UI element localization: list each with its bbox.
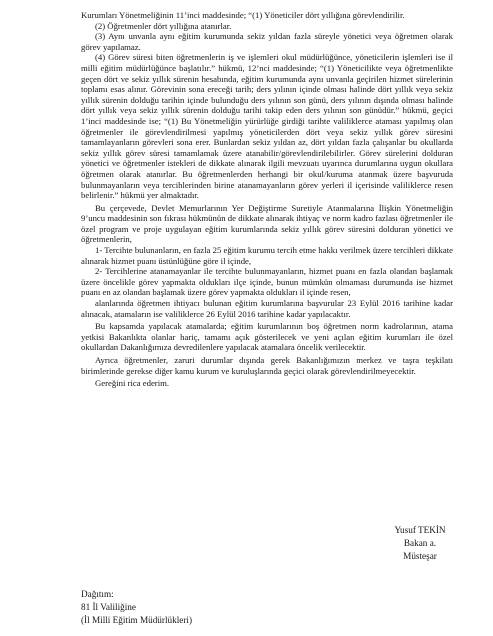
list-item-1: 1- Tercihte bulunanların, en fazla 25 eğitim kurumu tercih etme hakkı verilmek üzere tercihleri dikkate alınarak hizmet puanı üstünlüğüne göre il içinde, [81, 245, 453, 266]
signatory-title: Müsteşar [403, 551, 437, 561]
paragraph-clause-4: (4) Görev süresi biten öğretmenlerin iş ve işlemleri okul müdürlüğünce, yöneticilerin işlemleri ise il milli eğitim müdürlüğünce başlatılır.” hükmü, 12’nci maddesinde; “(1) Yöneticilikte veya öğretmenlikte geçen dört ve sekiz yıllık sürenin hesabında, eğitim kurumunda aynı unvanla geçirilen hizmet sürelerinin toplamı esas alınır. Görevinin sona ereceği tarih; ders yılının içinde olması halinde dört yıllık veya sekiz yıllık sürenin dolduğu tarihin içinde bulunduğu ders yılının son günü, ders yılının dışında olması halinde dört yıllık veya sekiz yıllık sürenin dolduğu tarihi takip eden ders yılının son günüdür.” hükmü, geçici 1’inci maddesinde ise; “(1) Bu Yönetmeliğin yürürlüğe girdiği tarihte valiliklerce ataması yapılmış olan öğretmenler ile görevlendirilmesi yapılmış yöneticilerden dört veya sekiz yıllık görev süresini tamamlayanların görevleri sona erer. Bunlardan sekiz yıldan az, dört yıldan fazla çalışanlar bu okullarda sekiz yıllık görev süresi tamamlamak üzere atanabilir/görevlendirilebilirler. Görev sürelerini dolduran yönetici ve öğretmenler istekleri de dikkate alınarak ilgili mevzuatı uyarınca durumlarına uygun okullara öğretmen olarak atanırlar. Bu öğretmenlerden herhangi bir okul/kuruma atanmak üzere başvuruda bulunmayanların veya tercihlerinden birine atanamayanların görev yerleri il içerisinde valiliklerce resen belirlenir.” hükmü yer almaktadır. [81, 52, 453, 201]
signatory-name: Yusuf TEKİN [394, 525, 446, 535]
distribution-block [81, 588, 192, 627]
paragraph-framework: Bu çerçevede, Devlet Memurlarının Yer Değiştirme Suretiyle Atanmalarına İlişkin Yönetmeliğin 9’uncu maddesinin son fıkrası hükmünün de dikkate alınarak ihtiyaç ve norm kadro fazlası öğretmenler ile özel program ve proje uygulayan eğitim kurumlarında sekiz yıllık görev süresini dolduran yönetici ve öğretmenlerin, [81, 202, 453, 245]
letter-body [81, 10, 453, 389]
paragraph-assignments: Ayrıca öğretmenler, zaruri durumlar dışında gerek Bakanlığımızın merkez ve taşra teşkilatı birimlerinde gerekse diğer kamu kurum ve kuruluşlarında geçici olarak görevlendirilmeyecektir. [81, 355, 453, 376]
distribution-recipient: 81 İl Valiliğine [81, 602, 136, 612]
paragraph-clause-3: (3) Aynı unvanla aynı eğitim kurumunda sekiz yıldan fazla süreyle yönetici veya öğretmen olarak görev yapılamaz. [81, 31, 453, 52]
signature-block [380, 524, 460, 563]
paragraph-clause-2: (2) Öğretmenler dört yıllığına atanırlar. [95, 20, 232, 31]
list-item-2: 2- Tercihlerine atanamayanlar ile tercihte bulunmayanların, hizmet puanı en fazla olandan başlamak üzere öncelikle görev yapmakta oldukları ilçe içinde, bunun mümkün olmaması durumunda ise hizmet puanı en az olandan başlamak üzere görev yapmakta oldukları il içinde resen, [81, 266, 453, 298]
paragraph-closing: Gereğini rica ederim. [95, 378, 170, 389]
paragraph-deadlines: alanlarında öğretmen ihtiyacı bulunan eğitim kurumlarına başvurular 23 Eylül 2016 tarihine kadar alınacak, atamaların ise valiliklerce 26 Eylül 2016 tarihine kadar yapılacaktır. [81, 298, 453, 319]
distribution-recipient-detail: (İl Milli Eğitim Müdürlükleri) [81, 615, 193, 625]
paragraph-regulation-article-11: Kurumları Yönetmeliğinin 11’inci maddesinde; “(1) Yöneticiler dört yıllığına görevlendirilir. [81, 10, 405, 20]
signatory-on-behalf: Bakan a. [403, 538, 437, 548]
distribution-heading: Dağıtım: [81, 589, 114, 599]
paragraph-scope: Bu kapsamda yapılacak atamalarda; eğitim kurumlarının boş öğretmen norm kadrolarının, atama yetkisi Bakanlıkta olanlar hariç, tamamı açık gösterilecek ve yeni açılan eğitim kurumları ile özel okullardan Dakanlığımıza devredilenlere yapılacak atamalara öncelik verilecektir. [81, 321, 453, 353]
